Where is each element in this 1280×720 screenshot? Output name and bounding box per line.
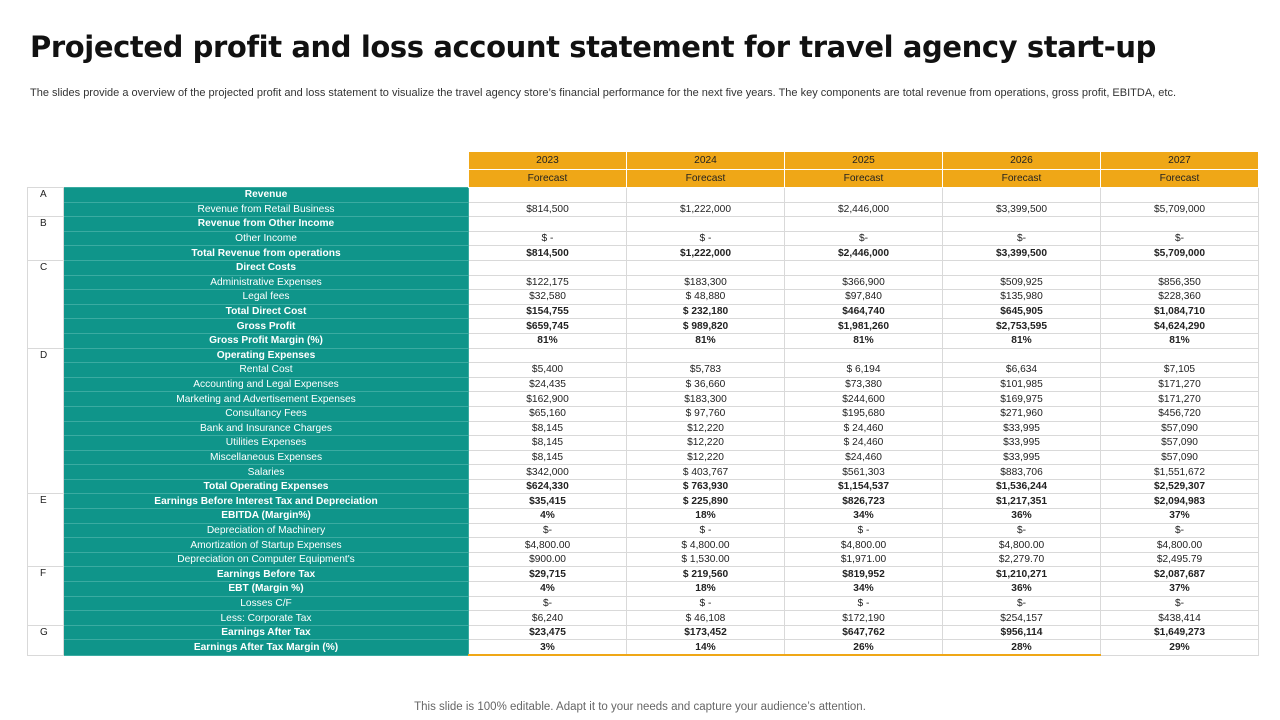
row-value: 36% bbox=[943, 582, 1101, 597]
forecast-header: Forecast bbox=[469, 170, 627, 188]
row-value bbox=[1101, 188, 1259, 203]
row-value bbox=[785, 348, 943, 363]
year-header: 2023 bbox=[469, 152, 627, 170]
row-value: $561,303 bbox=[785, 465, 943, 480]
row-label: Legal fees bbox=[64, 290, 469, 305]
row-label: Other Income bbox=[64, 231, 469, 246]
row-value: $624,330 bbox=[469, 479, 627, 494]
row-value: 37% bbox=[1101, 582, 1259, 597]
row-value: $- bbox=[1101, 523, 1259, 538]
row-value bbox=[469, 348, 627, 363]
row-label: Earnings Before Interest Tax and Depreciation bbox=[64, 494, 469, 509]
row-value: 29% bbox=[1101, 640, 1259, 655]
row-value: $4,624,290 bbox=[1101, 319, 1259, 334]
row-value bbox=[469, 188, 627, 203]
table-row bbox=[28, 246, 1259, 261]
row-value: $956,114 bbox=[943, 625, 1101, 640]
row-value: $- bbox=[943, 596, 1101, 611]
row-value: $2,094,983 bbox=[1101, 494, 1259, 509]
row-value: $183,300 bbox=[627, 392, 785, 407]
row-value: 34% bbox=[785, 509, 943, 524]
row-value: $7,105 bbox=[1101, 363, 1259, 378]
row-label: Bank and Insurance Charges bbox=[64, 421, 469, 436]
row-value: $171,270 bbox=[1101, 377, 1259, 392]
table-row bbox=[28, 202, 1259, 217]
row-value: $ 46,108 bbox=[627, 611, 785, 626]
row-value: $2,495.79 bbox=[1101, 552, 1259, 567]
table-row bbox=[28, 479, 1259, 494]
footer-note: This slide is 100% editable. Adapt it to your needs and capture your audience’s attention. bbox=[414, 701, 866, 713]
table-row bbox=[28, 188, 1259, 203]
header-row-years bbox=[28, 152, 1259, 170]
row-value: $- bbox=[943, 231, 1101, 246]
row-value bbox=[785, 217, 943, 232]
row-value bbox=[943, 217, 1101, 232]
row-value: $12,220 bbox=[627, 421, 785, 436]
row-value: $814,500 bbox=[469, 202, 627, 217]
row-value: $647,762 bbox=[785, 625, 943, 640]
row-value: $- bbox=[469, 596, 627, 611]
row-value: $101,985 bbox=[943, 377, 1101, 392]
row-value: $2,279.70 bbox=[943, 552, 1101, 567]
row-label: Amortization of Startup Expenses bbox=[64, 538, 469, 553]
table-row bbox=[28, 596, 1259, 611]
row-value: $8,145 bbox=[469, 450, 627, 465]
row-value: 34% bbox=[785, 582, 943, 597]
table-row bbox=[28, 406, 1259, 421]
row-label: Operating Expenses bbox=[64, 348, 469, 363]
row-value: $35,415 bbox=[469, 494, 627, 509]
row-value: $ 97,760 bbox=[627, 406, 785, 421]
table-row bbox=[28, 319, 1259, 334]
table-row bbox=[28, 231, 1259, 246]
row-value: $24,460 bbox=[785, 450, 943, 465]
row-value: $4,800.00 bbox=[785, 538, 943, 553]
row-value: $ 4,800.00 bbox=[627, 538, 785, 553]
table-row bbox=[28, 333, 1259, 348]
row-value: $ 232,180 bbox=[627, 304, 785, 319]
table-row bbox=[28, 217, 1259, 232]
row-label: Earnings Before Tax bbox=[64, 567, 469, 582]
row-value bbox=[943, 348, 1101, 363]
row-value: $1,649,273 bbox=[1101, 625, 1259, 640]
row-value: 81% bbox=[627, 333, 785, 348]
forecast-header: Forecast bbox=[627, 170, 785, 188]
row-value: $244,600 bbox=[785, 392, 943, 407]
row-value: $ - bbox=[627, 596, 785, 611]
row-label: Depreciation of Machinery bbox=[64, 523, 469, 538]
row-label: Revenue bbox=[64, 188, 469, 203]
row-value: $33,995 bbox=[943, 436, 1101, 451]
row-label: Total Operating Expenses bbox=[64, 479, 469, 494]
table-row bbox=[28, 377, 1259, 392]
row-value: 18% bbox=[627, 509, 785, 524]
row-value: 81% bbox=[943, 333, 1101, 348]
row-value: $3,399,500 bbox=[943, 246, 1101, 261]
row-value: $172,190 bbox=[785, 611, 943, 626]
row-value: $8,145 bbox=[469, 421, 627, 436]
table-row bbox=[28, 260, 1259, 275]
row-value: $154,755 bbox=[469, 304, 627, 319]
table-row bbox=[28, 290, 1259, 305]
row-value: $5,400 bbox=[469, 363, 627, 378]
row-label: EBITDA (Margin%) bbox=[64, 509, 469, 524]
section-letter: A bbox=[28, 188, 64, 217]
row-label: Direct Costs bbox=[64, 260, 469, 275]
row-value: 81% bbox=[469, 333, 627, 348]
row-value: 14% bbox=[627, 640, 785, 655]
row-value: $171,270 bbox=[1101, 392, 1259, 407]
section-letter: G bbox=[28, 625, 64, 655]
row-label: Utilities Expenses bbox=[64, 436, 469, 451]
row-value: $122,175 bbox=[469, 275, 627, 290]
row-value: $1,154,537 bbox=[785, 479, 943, 494]
year-header: 2027 bbox=[1101, 152, 1259, 170]
row-value bbox=[469, 260, 627, 275]
row-value: $57,090 bbox=[1101, 436, 1259, 451]
row-value: 81% bbox=[1101, 333, 1259, 348]
table-row bbox=[28, 567, 1259, 582]
page-title: Projected profit and loss account statement for travel agency start-up bbox=[30, 30, 1156, 64]
row-label: Consultancy Fees bbox=[64, 406, 469, 421]
row-value bbox=[627, 348, 785, 363]
row-label: Administrative Expenses bbox=[64, 275, 469, 290]
row-value: $29,715 bbox=[469, 567, 627, 582]
row-value bbox=[627, 217, 785, 232]
row-value bbox=[943, 260, 1101, 275]
row-value: $12,220 bbox=[627, 450, 785, 465]
row-value: $4,800.00 bbox=[469, 538, 627, 553]
row-value bbox=[785, 260, 943, 275]
row-value: $ - bbox=[627, 231, 785, 246]
row-value: 36% bbox=[943, 509, 1101, 524]
row-label: Total Revenue from operations bbox=[64, 246, 469, 261]
page-subtitle: The slides provide a overview of the projected profit and loss statement to visualize the travel agency store’s financial performance for the next five years. The key components are total revenue from operations, gross profit, EBITDA, etc. bbox=[30, 87, 1176, 99]
row-value: $ - bbox=[785, 523, 943, 538]
row-label: Revenue from Other Income bbox=[64, 217, 469, 232]
forecast-header: Forecast bbox=[1101, 170, 1259, 188]
row-value: 4% bbox=[469, 582, 627, 597]
row-value: $1,084,710 bbox=[1101, 304, 1259, 319]
section-letter: C bbox=[28, 260, 64, 348]
row-value: $659,745 bbox=[469, 319, 627, 334]
row-value: $- bbox=[1101, 231, 1259, 246]
row-value: $1,551,672 bbox=[1101, 465, 1259, 480]
year-header: 2026 bbox=[943, 152, 1101, 170]
row-value: $456,720 bbox=[1101, 406, 1259, 421]
row-value: $5,709,000 bbox=[1101, 246, 1259, 261]
row-value: $33,995 bbox=[943, 421, 1101, 436]
row-value: $6,240 bbox=[469, 611, 627, 626]
row-value: $8,145 bbox=[469, 436, 627, 451]
row-value: $883,706 bbox=[943, 465, 1101, 480]
row-value: $135,980 bbox=[943, 290, 1101, 305]
row-label: Miscellaneous Expenses bbox=[64, 450, 469, 465]
row-label: Earnings After Tax bbox=[64, 625, 469, 640]
row-value bbox=[627, 188, 785, 203]
table-row bbox=[28, 538, 1259, 553]
row-value: $ 763,930 bbox=[627, 479, 785, 494]
row-value: $1,217,351 bbox=[943, 494, 1101, 509]
row-value: $2,087,687 bbox=[1101, 567, 1259, 582]
header-row-forecast bbox=[28, 170, 1259, 188]
row-value: $1,222,000 bbox=[627, 202, 785, 217]
row-value: 18% bbox=[627, 582, 785, 597]
row-value: $509,925 bbox=[943, 275, 1101, 290]
row-value: $2,753,595 bbox=[943, 319, 1101, 334]
table-row bbox=[28, 523, 1259, 538]
row-value: $814,500 bbox=[469, 246, 627, 261]
row-value bbox=[469, 217, 627, 232]
section-letter: E bbox=[28, 494, 64, 567]
row-label: EBT (Margin %) bbox=[64, 582, 469, 597]
row-label: Depreciation on Computer Equipment's bbox=[64, 552, 469, 567]
row-value: $169,975 bbox=[943, 392, 1101, 407]
row-value: $856,350 bbox=[1101, 275, 1259, 290]
row-value: $4,800.00 bbox=[1101, 538, 1259, 553]
row-value: $162,900 bbox=[469, 392, 627, 407]
row-value: $342,000 bbox=[469, 465, 627, 480]
row-value: $826,723 bbox=[785, 494, 943, 509]
row-label: Losses C/F bbox=[64, 596, 469, 611]
row-value: $65,160 bbox=[469, 406, 627, 421]
year-header: 2024 bbox=[627, 152, 785, 170]
row-value: $- bbox=[469, 523, 627, 538]
row-value: $183,300 bbox=[627, 275, 785, 290]
row-value: $23,475 bbox=[469, 625, 627, 640]
row-value: $819,952 bbox=[785, 567, 943, 582]
row-value: $438,414 bbox=[1101, 611, 1259, 626]
row-value: $900.00 bbox=[469, 552, 627, 567]
row-value: $2,529,307 bbox=[1101, 479, 1259, 494]
row-value: 3% bbox=[469, 640, 627, 655]
row-value: $228,360 bbox=[1101, 290, 1259, 305]
row-value: $4,800.00 bbox=[943, 538, 1101, 553]
row-value: $254,157 bbox=[943, 611, 1101, 626]
row-label: Rental Cost bbox=[64, 363, 469, 378]
row-value: $24,435 bbox=[469, 377, 627, 392]
row-value: 28% bbox=[943, 640, 1101, 655]
row-value: $97,840 bbox=[785, 290, 943, 305]
table-row bbox=[28, 640, 1259, 655]
row-label: Gross Profit bbox=[64, 319, 469, 334]
row-value: $271,960 bbox=[943, 406, 1101, 421]
row-value: $ 24,460 bbox=[785, 421, 943, 436]
row-value bbox=[1101, 260, 1259, 275]
row-value: $3,399,500 bbox=[943, 202, 1101, 217]
row-value: 37% bbox=[1101, 509, 1259, 524]
row-value: $ 403,767 bbox=[627, 465, 785, 480]
row-value: $1,210,271 bbox=[943, 567, 1101, 582]
row-value: $6,634 bbox=[943, 363, 1101, 378]
row-label: Revenue from Retail Business bbox=[64, 202, 469, 217]
row-value: $ 36,660 bbox=[627, 377, 785, 392]
row-value: 81% bbox=[785, 333, 943, 348]
row-value: $12,220 bbox=[627, 436, 785, 451]
row-value: $ 225,890 bbox=[627, 494, 785, 509]
table-row bbox=[28, 304, 1259, 319]
table-row bbox=[28, 494, 1259, 509]
row-value bbox=[785, 188, 943, 203]
table-row bbox=[28, 611, 1259, 626]
row-label: Salaries bbox=[64, 465, 469, 480]
row-value: $57,090 bbox=[1101, 421, 1259, 436]
table-row bbox=[28, 421, 1259, 436]
table-row bbox=[28, 392, 1259, 407]
table-row bbox=[28, 450, 1259, 465]
row-value: $1,536,244 bbox=[943, 479, 1101, 494]
row-value: $57,090 bbox=[1101, 450, 1259, 465]
table-row bbox=[28, 582, 1259, 597]
row-value bbox=[1101, 348, 1259, 363]
row-value: $366,900 bbox=[785, 275, 943, 290]
row-value: $- bbox=[1101, 596, 1259, 611]
table-row bbox=[28, 275, 1259, 290]
row-value: $ 219,560 bbox=[627, 567, 785, 582]
table-row bbox=[28, 363, 1259, 378]
row-value: $32,580 bbox=[469, 290, 627, 305]
year-header: 2025 bbox=[785, 152, 943, 170]
row-value: $1,981,260 bbox=[785, 319, 943, 334]
row-label: Marketing and Advertisement Expenses bbox=[64, 392, 469, 407]
section-letter: F bbox=[28, 567, 64, 625]
row-value: $- bbox=[785, 231, 943, 246]
row-value: $2,446,000 bbox=[785, 202, 943, 217]
row-value: $ - bbox=[785, 596, 943, 611]
header-blank bbox=[28, 170, 469, 188]
section-letter: B bbox=[28, 217, 64, 261]
pl-statement-table bbox=[27, 151, 1259, 656]
row-value: $- bbox=[943, 523, 1101, 538]
row-value: $ 24,460 bbox=[785, 436, 943, 451]
row-value: $ 6,194 bbox=[785, 363, 943, 378]
table-row bbox=[28, 348, 1259, 363]
row-value: $73,380 bbox=[785, 377, 943, 392]
row-value: $195,680 bbox=[785, 406, 943, 421]
row-value: $1,222,000 bbox=[627, 246, 785, 261]
row-value: $1,971.00 bbox=[785, 552, 943, 567]
section-letter: D bbox=[28, 348, 64, 494]
row-value: $2,446,000 bbox=[785, 246, 943, 261]
row-value: $5,709,000 bbox=[1101, 202, 1259, 217]
row-value: $33,995 bbox=[943, 450, 1101, 465]
table-row bbox=[28, 552, 1259, 567]
table-row bbox=[28, 436, 1259, 451]
row-value: 4% bbox=[469, 509, 627, 524]
table-row bbox=[28, 465, 1259, 480]
row-value: $645,905 bbox=[943, 304, 1101, 319]
row-value bbox=[1101, 217, 1259, 232]
row-label: Less: Corporate Tax bbox=[64, 611, 469, 626]
row-value: $5,783 bbox=[627, 363, 785, 378]
row-value bbox=[943, 188, 1101, 203]
row-value: $ 989,820 bbox=[627, 319, 785, 334]
row-value: $ - bbox=[627, 523, 785, 538]
row-value: $464,740 bbox=[785, 304, 943, 319]
row-value: $173,452 bbox=[627, 625, 785, 640]
row-value: $ - bbox=[469, 231, 627, 246]
row-value bbox=[627, 260, 785, 275]
row-value: $ 48,880 bbox=[627, 290, 785, 305]
row-value: $ 1,530.00 bbox=[627, 552, 785, 567]
header-blank bbox=[28, 152, 469, 170]
forecast-header: Forecast bbox=[943, 170, 1101, 188]
row-label: Total Direct Cost bbox=[64, 304, 469, 319]
table-row bbox=[28, 509, 1259, 524]
row-value: 26% bbox=[785, 640, 943, 655]
row-label: Earnings After Tax Margin (%) bbox=[64, 640, 469, 655]
forecast-header: Forecast bbox=[785, 170, 943, 188]
row-label: Gross Profit Margin (%) bbox=[64, 333, 469, 348]
table-row bbox=[28, 625, 1259, 640]
row-label: Accounting and Legal Expenses bbox=[64, 377, 469, 392]
